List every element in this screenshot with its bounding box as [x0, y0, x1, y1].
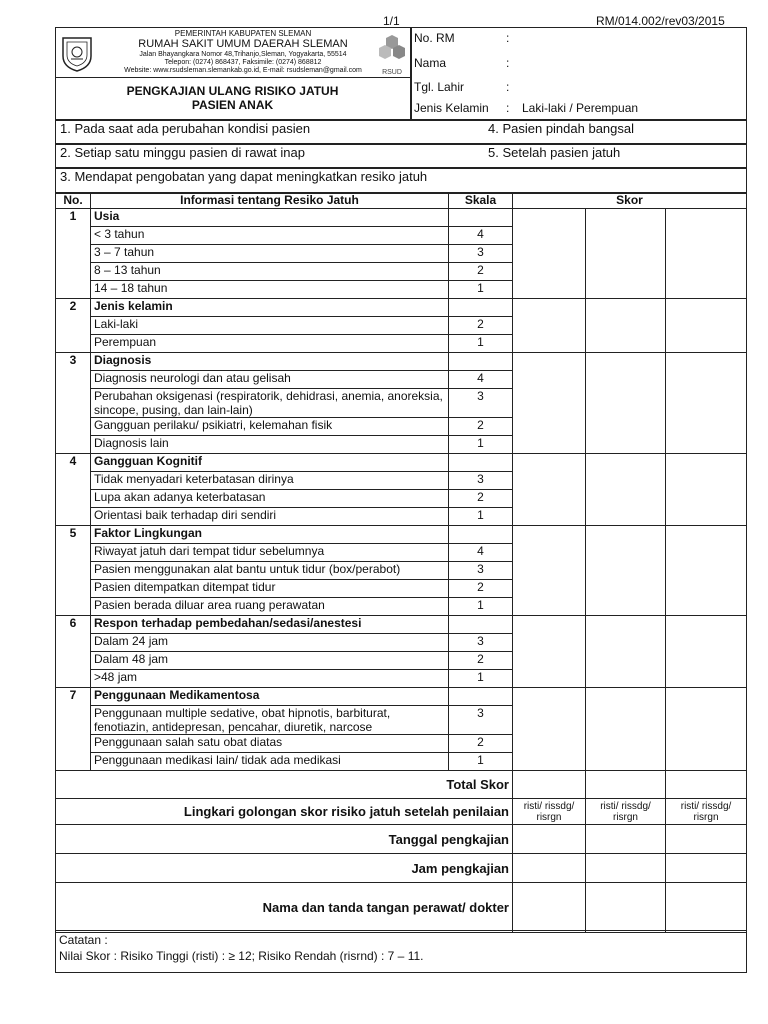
item-scale: 3 [449, 562, 513, 580]
no-rm-label: No. RM [414, 31, 455, 45]
total-skor-cell-3[interactable] [666, 771, 747, 799]
item-scale: 3 [449, 634, 513, 652]
hospital-address: Jalan Bhayangkara Nomor 48,Trihanjo,Sleman, Yogyakarta, 55514 [139, 51, 347, 58]
tgl-lahir-label: Tgl. Lahir [414, 80, 465, 94]
score-cell-2[interactable] [586, 353, 666, 454]
total-skor-row [56, 771, 747, 799]
item-label: < 3 tahun [91, 227, 449, 245]
item-scale: 3 [449, 472, 513, 490]
item-label: Diagnosis neurologi dan atau gelisah [91, 371, 449, 389]
risk-group-label: Lingkari golongan skor risiko jatuh setelah penilaian [56, 799, 513, 825]
nama-ttd-cell-3[interactable] [666, 883, 747, 933]
score-cell-1[interactable] [513, 353, 586, 454]
tanggal-pengkajian-label: Tanggal pengkajian [56, 825, 513, 854]
item-scale: 1 [449, 508, 513, 526]
score-cell-3[interactable] [666, 209, 747, 299]
group-title: Gangguan Kognitif [91, 454, 449, 472]
risk-group-cell-1[interactable]: risti/ rissdg/ risrgn [513, 799, 586, 825]
col-info-header: Informasi tentang Resiko Jatuh [91, 193, 449, 209]
score-cell-3[interactable] [666, 616, 747, 688]
score-cell-1[interactable] [513, 616, 586, 688]
item-scale: 4 [449, 371, 513, 389]
jam-pengkajian-label: Jam pengkajian [56, 854, 513, 883]
score-cell-3[interactable] [666, 299, 747, 353]
item-label: Gangguan perilaku/ psikiatri, kelemahan fisik [91, 418, 449, 436]
form-title-line1: PENGKAJIAN ULANG RISIKO JATUH [126, 84, 339, 98]
score-cell-2[interactable] [586, 209, 666, 299]
tanggal-pengkajian-row [56, 825, 747, 854]
jam-pengkajian-cell-1[interactable] [513, 854, 586, 883]
catatan-label: Catatan : [59, 933, 108, 947]
group-number: 3 [56, 353, 91, 454]
group-number: 6 [56, 616, 91, 688]
item-scale: 1 [449, 281, 513, 299]
item-scale: 2 [449, 490, 513, 508]
group-number: 1 [56, 209, 91, 299]
total-skor-cell-2[interactable] [586, 771, 666, 799]
score-cell-3[interactable] [666, 688, 747, 771]
item-scale: 4 [449, 544, 513, 562]
score-cell-1[interactable] [513, 526, 586, 616]
rsud-logo-icon [376, 34, 408, 76]
jam-pengkajian-cell-2[interactable] [586, 854, 666, 883]
item-label: Perubahan oksigenasi (respiratorik, dehidrasi, anemia, anoreksia, sincope, pusing, dan lain-lain) [91, 389, 449, 418]
group-scale-blank [449, 353, 513, 371]
item-scale: 1 [449, 598, 513, 616]
risk-group-cell-3[interactable]: risti/ rissdg/ risrgn [666, 799, 747, 825]
jenis-kelamin-value: Laki-laki / Perempuan [522, 101, 639, 115]
group-scale-blank [449, 616, 513, 634]
gov-name: PEMERINTAH KABUPATEN SLEMAN [174, 29, 312, 38]
tgl-lahir-colon: : [506, 80, 510, 94]
group-number: 7 [56, 688, 91, 771]
form-title-line2: PASIEN ANAK [191, 98, 274, 112]
item-label: Penggunaan multiple sedative, obat hipnotis, barbiturat, fenotiazin, antidepresan, pencahar, diuretik, narcose [91, 706, 449, 735]
form-code: RM/014.002/rev03/2015 [596, 14, 725, 28]
col-no-header: No. [56, 193, 91, 209]
group-number: 5 [56, 526, 91, 616]
group-scale-blank [449, 688, 513, 706]
condition-1: 1. Pada saat ada perubahan kondisi pasien [60, 121, 311, 136]
item-label: Lupa akan adanya keterbatasan [91, 490, 449, 508]
item-label: 14 – 18 tahun [91, 281, 449, 299]
group-scale-blank [449, 209, 513, 227]
jenis-kelamin-label: Jenis Kelamin [414, 101, 489, 115]
item-label: Penggunaan medikasi lain/ tidak ada medikasi [91, 753, 449, 771]
nama-colon: : [506, 56, 510, 70]
item-label: Dalam 24 jam [91, 634, 449, 652]
header-divider [55, 77, 411, 78]
score-cell-2[interactable] [586, 688, 666, 771]
group-scale-blank [449, 299, 513, 317]
table-header-row [56, 193, 747, 209]
item-scale: 1 [449, 670, 513, 688]
table-row [56, 299, 747, 317]
tanggal-pengkajian-cell-2[interactable] [586, 825, 666, 854]
group-title: Usia [91, 209, 449, 227]
col-skala-header: Skala [449, 193, 513, 209]
rsud-logo-text: RSUD [382, 69, 402, 76]
table-row [56, 353, 747, 371]
item-scale: 1 [449, 753, 513, 771]
nama-ttd-cell-1[interactable] [513, 883, 586, 933]
item-scale: 3 [449, 706, 513, 735]
table-row [56, 616, 747, 634]
nama-ttd-row [56, 883, 747, 933]
col-skor-header: Skor [513, 193, 747, 209]
item-label: 8 – 13 tahun [91, 263, 449, 281]
tanggal-pengkajian-cell-3[interactable] [666, 825, 747, 854]
table-row [56, 526, 747, 544]
group-title: Jenis kelamin [91, 299, 449, 317]
score-cell-3[interactable] [666, 454, 747, 526]
risk-table [55, 192, 747, 933]
condition-4: 4. Pasien pindah bangsal [488, 121, 635, 136]
score-cell-2[interactable] [586, 526, 666, 616]
item-scale: 2 [449, 317, 513, 335]
score-cell-1[interactable] [513, 299, 586, 353]
condition-5: 5. Setelah pasien jatuh [488, 145, 621, 160]
group-scale-blank [449, 526, 513, 544]
score-cell-3[interactable] [666, 353, 747, 454]
item-label: Diagnosis lain [91, 436, 449, 454]
condition-2: 2. Setiap satu minggu pasien di rawat inap [60, 145, 305, 160]
item-label: >48 jam [91, 670, 449, 688]
item-scale: 1 [449, 335, 513, 353]
item-label: Riwayat jatuh dari tempat tidur sebelumnya [91, 544, 449, 562]
item-label: Pasien berada diluar area ruang perawatan [91, 598, 449, 616]
item-label: Pasien ditempatkan ditempat tidur [91, 580, 449, 598]
total-skor-label: Total Skor [56, 771, 513, 799]
hospital-phone: Telepon: (0274) 868437, Faksimile: (0274) 868812 [164, 59, 322, 66]
item-label: Pasien menggunakan alat bantu untuk tidur (box/perabot) [91, 562, 449, 580]
nilai-skor-note: Nilai Skor : Risiko Tinggi (risti) : ≥ 12; Risiko Rendah (risrnd) : 7 – 11. [59, 949, 424, 963]
score-cell-3[interactable] [666, 526, 747, 616]
group-number: 2 [56, 299, 91, 353]
item-scale: 2 [449, 652, 513, 670]
item-scale: 3 [449, 389, 513, 418]
item-scale: 1 [449, 436, 513, 454]
item-scale: 3 [449, 245, 513, 263]
risk-group-row [56, 799, 747, 825]
item-scale: 2 [449, 418, 513, 436]
item-label: Penggunaan salah satu obat diatas [91, 735, 449, 753]
table-row [56, 209, 747, 227]
table-row [56, 454, 747, 472]
no-rm-colon: : [506, 31, 510, 45]
item-scale: 4 [449, 227, 513, 245]
item-scale: 2 [449, 735, 513, 753]
hospital-web: Website: www.rsudsleman.slemankab.go.id, E-mail: rsudsleman@gmail.com [124, 67, 362, 74]
item-label: Perempuan [91, 335, 449, 353]
item-label: Laki-laki [91, 317, 449, 335]
hospital-name: RUMAH SAKIT UMUM DAERAH SLEMAN [138, 38, 348, 50]
group-title: Respon terhadap pembedahan/sedasi/anestesi [91, 616, 449, 634]
group-title: Diagnosis [91, 353, 449, 371]
page-number: 1/1 [383, 14, 400, 28]
table-row [56, 688, 747, 706]
score-cell-1[interactable] [513, 454, 586, 526]
risk-group-cell-2[interactable]: risti/ rissdg/ risrgn [586, 799, 666, 825]
item-scale: 2 [449, 580, 513, 598]
score-cell-2[interactable] [586, 299, 666, 353]
score-cell-2[interactable] [586, 616, 666, 688]
item-label: 3 – 7 tahun [91, 245, 449, 263]
jenis-kelamin-colon: : [506, 101, 510, 115]
score-cell-1[interactable] [513, 688, 586, 771]
jam-pengkajian-cell-3[interactable] [666, 854, 747, 883]
jam-pengkajian-row [56, 854, 747, 883]
item-label: Orientasi baik terhadap diri sendiri [91, 508, 449, 526]
item-scale: 2 [449, 263, 513, 281]
group-scale-blank [449, 454, 513, 472]
sleman-emblem-icon [59, 34, 95, 72]
score-cell-1[interactable] [513, 209, 586, 299]
item-label: Dalam 48 jam [91, 652, 449, 670]
condition-3: 3. Mendapat pengobatan yang dapat meningkatkan resiko jatuh [60, 169, 428, 184]
total-skor-cell-1[interactable] [513, 771, 586, 799]
group-title: Penggunaan Medikamentosa [91, 688, 449, 706]
score-cell-2[interactable] [586, 454, 666, 526]
nama-ttd-label: Nama dan tanda tangan perawat/ dokter [56, 883, 513, 933]
group-number: 4 [56, 454, 91, 526]
tanggal-pengkajian-cell-1[interactable] [513, 825, 586, 854]
item-label: Tidak menyadari keterbatasan dirinya [91, 472, 449, 490]
group-title: Faktor Lingkungan [91, 526, 449, 544]
nama-ttd-cell-2[interactable] [586, 883, 666, 933]
nama-label: Nama [414, 56, 447, 70]
